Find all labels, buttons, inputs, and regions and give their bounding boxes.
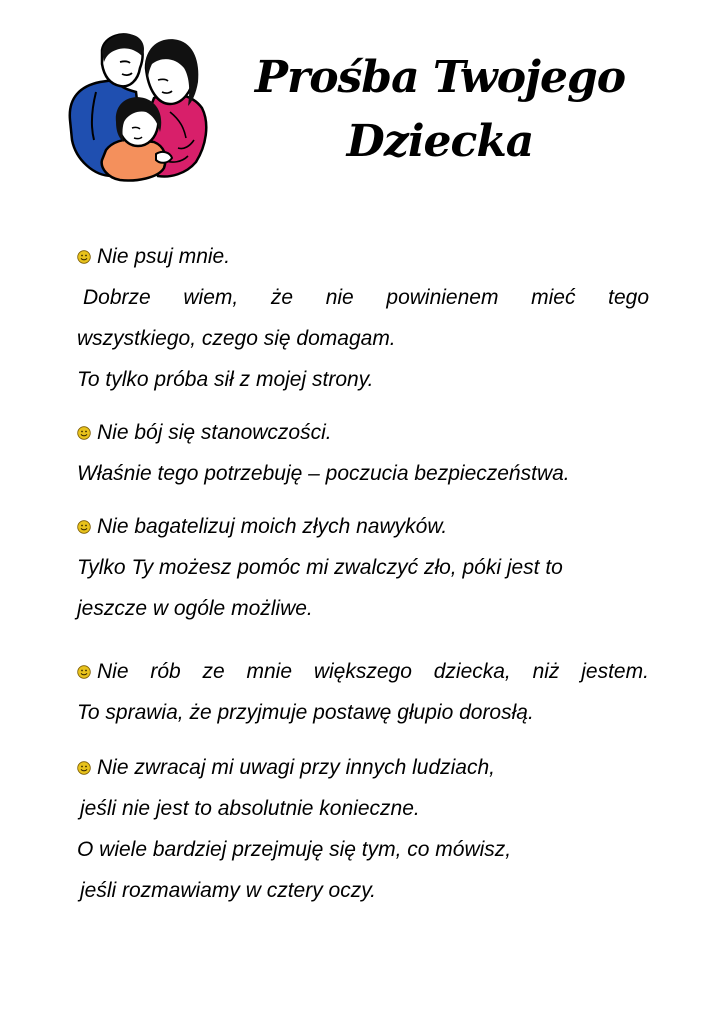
word: jestem. bbox=[581, 660, 649, 683]
paragraph bbox=[77, 747, 649, 911]
paragraph bbox=[77, 506, 649, 629]
heading-text: Nie psuj mnie. bbox=[97, 245, 231, 268]
document-body bbox=[77, 236, 649, 911]
word: ze bbox=[202, 660, 225, 683]
paragraph-heading bbox=[77, 747, 649, 788]
page-title bbox=[250, 46, 630, 174]
smiley-icon bbox=[77, 665, 91, 679]
paragraph-line: jeszcze w ogóle możliwe. bbox=[77, 597, 313, 620]
word: mnie bbox=[246, 660, 293, 683]
word: Nie bbox=[97, 660, 129, 683]
paragraph-line: jeśli nie jest to absolutnie konieczne. bbox=[80, 797, 420, 820]
family-illustration bbox=[66, 28, 216, 184]
word: dziecka, bbox=[433, 660, 511, 683]
paragraph-line: To tylko próba sił z mojej strony. bbox=[77, 368, 374, 391]
paragraph bbox=[77, 412, 649, 494]
word: mieć bbox=[531, 286, 576, 309]
paragraph bbox=[77, 236, 649, 400]
heading-text: Nie zwracaj mi uwagi przy innych ludziach, bbox=[97, 756, 495, 779]
word: powinienem bbox=[386, 286, 499, 309]
smiley-icon bbox=[77, 761, 91, 775]
word: większego bbox=[313, 660, 412, 683]
title-line-2: Dziecka bbox=[346, 116, 534, 167]
smiley-icon bbox=[77, 250, 91, 264]
word: że bbox=[270, 286, 294, 309]
paragraph bbox=[77, 651, 649, 733]
paragraph-line: Właśnie tego potrzebuję – poczucia bezpieczeństwa. bbox=[77, 462, 570, 485]
word: nie bbox=[325, 286, 354, 309]
paragraph-line: O wiele bardziej przejmuję się tym, co mówisz, bbox=[77, 838, 512, 861]
word: rób bbox=[150, 660, 181, 683]
paragraph-line: wszystkiego, czego się domagam. bbox=[77, 327, 396, 350]
paragraph-line: jeśli rozmawiamy w cztery oczy. bbox=[80, 879, 376, 902]
word: niż bbox=[532, 660, 560, 683]
title-line-1: Prośba Twojego bbox=[254, 52, 626, 103]
smiley-icon bbox=[77, 520, 91, 534]
paragraph-heading bbox=[77, 506, 649, 547]
paragraph-heading bbox=[77, 236, 649, 277]
heading-text: Nie bagatelizuj moich złych nawyków. bbox=[97, 515, 448, 538]
paragraph-line: Tylko Ty możesz pomóc mi zwalczyć zło, póki jest to bbox=[77, 556, 563, 579]
word: tego bbox=[608, 286, 649, 309]
paragraph-line: To sprawia, że przyjmuje postawę głupio dorosłą. bbox=[77, 701, 534, 724]
paragraph-heading bbox=[77, 412, 649, 453]
smiley-icon bbox=[77, 426, 91, 440]
heading-text: Nie bój się stanowczości. bbox=[97, 421, 332, 444]
word: wiem, bbox=[183, 286, 239, 309]
paragraph-heading bbox=[77, 651, 649, 692]
word: Dobrze bbox=[83, 286, 151, 309]
heading-word bbox=[77, 651, 129, 692]
paragraph-line bbox=[77, 277, 649, 318]
